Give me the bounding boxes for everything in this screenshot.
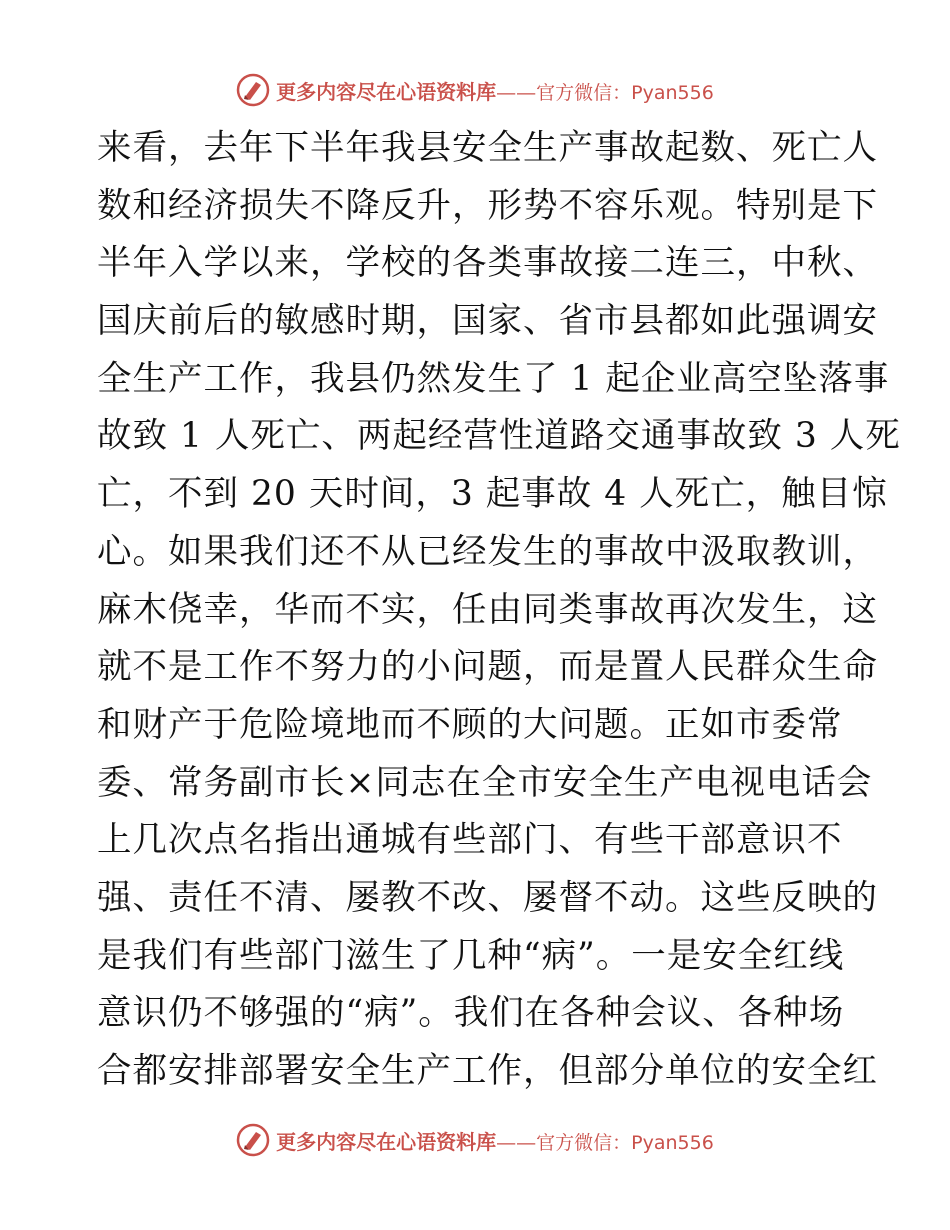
body-line: 全生产工作，我县仍然发生了 1 起企业高空坠落事 bbox=[97, 358, 890, 399]
body-line: 半年入学以来，学校的各类事故接二连三，中秋、 bbox=[97, 243, 878, 284]
body-line: 上几次点名指出通城有些部门、有些干部意识不 bbox=[97, 820, 843, 861]
document-body bbox=[97, 120, 901, 1101]
body-line: 委、常务副市长×同志在全市安全生产电视电话会 bbox=[97, 762, 873, 803]
body-line: 亡，不到 20 天时间，3 起事故 4 人死亡，触目惊 bbox=[97, 474, 888, 515]
header-brand: 更多内容尽在心语资料库 bbox=[276, 79, 497, 104]
logo-icon bbox=[236, 1123, 270, 1157]
body-line: 强、责任不清、屡教不改、屡督不动。这些反映的 bbox=[97, 877, 878, 918]
footer-separator: —— bbox=[496, 1129, 537, 1154]
header-banner bbox=[0, 70, 950, 110]
body-line: 故致 1 人死亡、两起经营性道路交通事故致 3 人死 bbox=[97, 416, 901, 457]
body-line: 国庆前后的敏感时期，国家、省市县都如此强调安 bbox=[97, 301, 878, 342]
body-line: 和财产于危险境地而不顾的大问题。正如市委常 bbox=[97, 704, 843, 745]
footer-brand: 更多内容尽在心语资料库 bbox=[276, 1129, 497, 1154]
body-line: 心。如果我们还不从已经发生的事故中汲取教训， bbox=[97, 531, 878, 572]
footer-banner-text bbox=[276, 1126, 714, 1155]
logo-icon bbox=[236, 73, 270, 107]
header-wechat: 官方微信：Pyan556 bbox=[536, 81, 714, 104]
header-banner-text bbox=[276, 76, 714, 105]
header-separator: —— bbox=[496, 79, 537, 104]
body-line: 来看，去年下半年我县安全生产事故起数、死亡人 bbox=[97, 128, 878, 168]
body-line: 合都安排部署安全生产工作，但部分单位的安全红 bbox=[97, 1051, 878, 1091]
body-line: 就不是工作不努力的小问题，而是置人民群众生命 bbox=[97, 647, 878, 688]
body-line: 数和经济损失不降反升，形势不容乐观。特别是下 bbox=[97, 185, 878, 226]
footer-banner bbox=[0, 1120, 950, 1160]
body-line: 意识仍不够强的“病”。我们在各种会议、各种场 bbox=[97, 993, 845, 1034]
body-line: 麻木侥幸，华而不实，任由同类事故再次发生，这 bbox=[97, 589, 878, 630]
footer-wechat: 官方微信：Pyan556 bbox=[536, 1131, 714, 1154]
body-line: 是我们有些部门滋生了几种“病”。一是安全红线 bbox=[97, 935, 845, 976]
